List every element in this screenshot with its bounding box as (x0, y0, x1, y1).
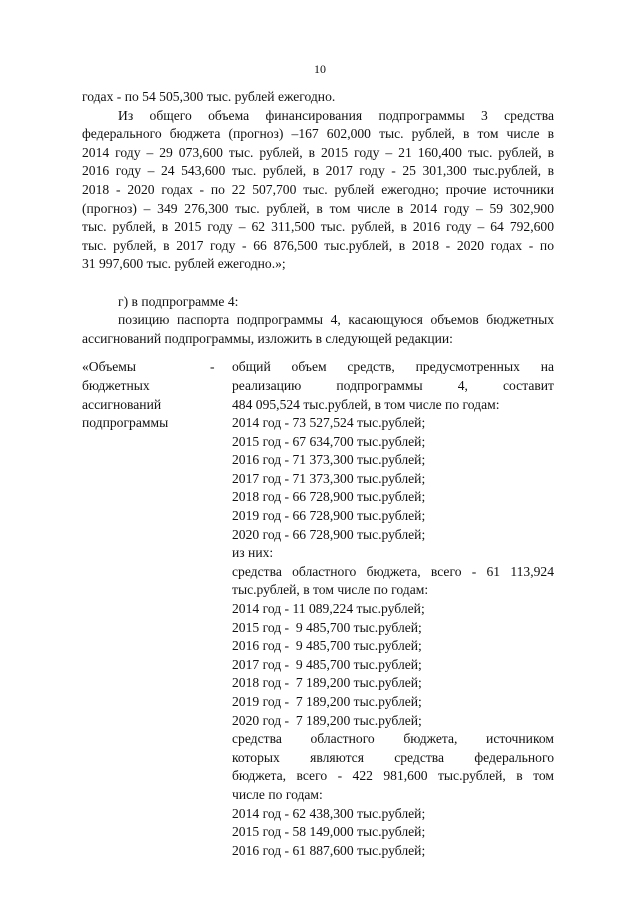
text-line: которых являются средства федерального (232, 749, 554, 765)
paragraph-tail (82, 88, 554, 107)
year-line: 2016 год - 71 373,300 тыс.рублей; (232, 452, 426, 468)
text-line: 2016 году – 24 543,600 тыс. рублей, в 2017 году - 25 301,300 тыс.рублей, в (82, 163, 554, 179)
label-line: бюджетных (82, 377, 150, 393)
paragraph-passport-position (82, 311, 554, 348)
passport-label (82, 358, 210, 860)
label-line: ассигнований (82, 396, 162, 412)
label-line: «Объемы (82, 359, 136, 375)
text-line: средства областного бюджета, источником (232, 731, 554, 747)
text-line: 484 095,524 тыс.рублей, в том числе по годам: (232, 396, 500, 412)
year-line: 2014 год - 73 527,524 тыс.рублей; (232, 415, 426, 431)
text-line: бюджета, всего - 422 981,600 тыс.рублей, в том (232, 768, 554, 784)
passport-table (82, 358, 554, 860)
year-line: 2016 год - 61 887,600 тыс.рублей; (232, 842, 426, 858)
text-line: 31 997,600 тыс. рублей ежегодно.»; (82, 256, 286, 272)
year-line: 2018 год - 66 728,900 тыс.рублей; (232, 489, 426, 505)
document-body (82, 88, 554, 860)
text-line: 2014 году – 29 073,600 тыс. рублей, в 2015 году – 21 160,400 тыс. рублей, в (82, 144, 554, 160)
year-line: 2019 год - 66 728,900 тыс.рублей; (232, 508, 426, 524)
text-line: тыс. рублей, в 2015 году – 62 311,500 тыс. рублей, в 2016 году – 64 792,600 (82, 219, 554, 235)
year-line: 2019 год - 7 189,200 тыс.рублей; (232, 694, 422, 709)
section-heading: г) в подпрограмме 4: (118, 293, 239, 309)
year-line: 2015 год - 9 485,700 тыс.рублей; (232, 619, 422, 635)
text-line: ассигнований подпрограммы, изложить в следующей редакции: (82, 330, 453, 346)
text-line: федерального бюджета (прогноз) –167 602,000 тыс. рублей, в том числе в (82, 126, 554, 142)
blank-line (82, 274, 554, 293)
text-line: Из общего объема финансирования подпрограммы 3 средства (118, 107, 554, 123)
text-line: реализацию подпрограммы 4, составит (232, 377, 554, 393)
year-line: 2015 год - 67 634,700 тыс.рублей; (232, 433, 426, 449)
paragraph-subprogram-3-funding (82, 107, 554, 274)
passport-value (232, 358, 554, 860)
year-line: 2018 год - 7 189,200 тыс.рублей; (232, 675, 422, 691)
text-line: средства областного бюджета, всего - 61 113,924 (232, 563, 554, 579)
year-line: 2016 год - 9 485,700 тыс.рублей; (232, 638, 422, 654)
year-line: 2014 год - 62 438,300 тыс.рублей; (232, 805, 426, 821)
passport-dash (210, 358, 232, 860)
year-line: 2014 год - 11 089,224 тыс.рублей; (232, 601, 425, 617)
section-heading-subprogram-4 (82, 293, 554, 312)
year-line: 2015 год - 58 149,000 тыс.рублей; (232, 824, 426, 840)
text-line: годах - по 54 505,300 тыс. рублей ежегодно. (82, 89, 336, 104)
label-line: подпрограммы (82, 415, 169, 431)
year-line: 2017 год - 71 373,300 тыс.рублей; (232, 470, 426, 486)
text-line: тыс.рублей, в том числе по годам: (232, 582, 429, 598)
text-line: тыс. рублей, в 2017 году - 66 876,500 тыс.рублей, в 2018 - 2020 годах - по (82, 237, 554, 253)
text-line: общий объем средств, предусмотренных на (232, 359, 554, 375)
year-line: 2017 год - 9 485,700 тыс.рублей; (232, 656, 422, 672)
text-line: (прогноз) – 349 276,300 тыс. рублей, в том числе в 2014 году – 59 302,900 (82, 200, 554, 216)
text-line: 2018 - 2020 годах - по 22 507,700 тыс. рублей ежегодно; прочие источники (82, 181, 554, 197)
year-line: 2020 год - 66 728,900 тыс.рублей; (232, 526, 426, 542)
dash: - (210, 359, 215, 375)
text-line: позицию паспорта подпрограммы 4, касающуюся объемов бюджетных (118, 312, 554, 328)
text-line: числе по годам: (232, 786, 323, 802)
year-line: 2020 год - 7 189,200 тыс.рублей; (232, 712, 422, 728)
text-line: из них: (232, 545, 274, 561)
page-number: 10 (314, 62, 326, 76)
